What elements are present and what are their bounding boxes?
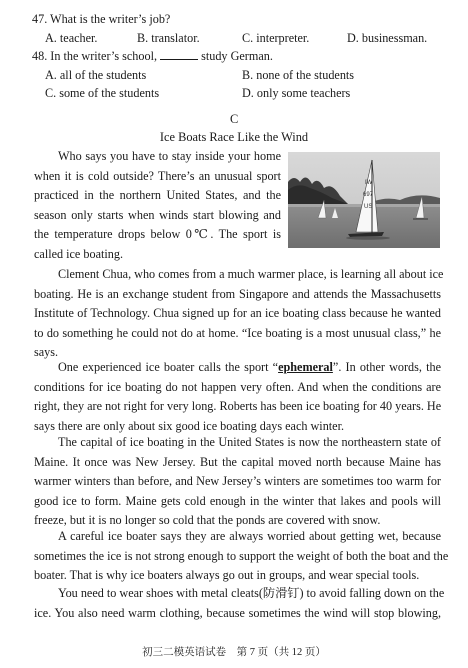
q47-option-c: C. interpreter.	[242, 31, 310, 45]
p2-line: to do something he could not do at home. “Ice boating is a most unusual class,” he	[34, 325, 441, 340]
p6-line: ice. You also need warm clothing, because sometimes the wind will stop blowing,	[34, 605, 441, 620]
paragraph-6	[34, 584, 445, 623]
p5-line: sometimes the ice is not strong enough to support the weight of both the boat and the	[34, 548, 449, 563]
p2-line: Clement Chua, who comes from a much warmer place, is learning all about ice	[58, 267, 444, 281]
section-label: C	[230, 112, 239, 126]
page-footer: 初三二模英语试卷 第 7 页（共 12 页）	[142, 647, 326, 658]
p4-line: Maine. It once was New Jersey. But the capital moved north because Maine has	[34, 454, 441, 469]
p2-line: says.	[34, 345, 59, 360]
p4-line: warmer winters than before, and New Jersey’s winters are sometimes too warm for	[34, 474, 441, 489]
p1-line: the temperature drops below 0℃. The sport is	[34, 227, 281, 242]
p2-line: boating. He is an exchange student from Singapore and attends the Massachusetts	[34, 286, 441, 301]
p3-text: One experienced ice boater calls the sport “	[58, 360, 279, 374]
p4-line: freeze, but it is no longer so cold that the ponds are covered with snow.	[34, 513, 381, 528]
p1-line: called ice boating.	[34, 246, 123, 261]
paragraph-5	[34, 527, 449, 586]
p3-first-line	[34, 358, 441, 378]
q48-option-b: B. none of the students	[242, 68, 355, 82]
q47-option-b: B. translator.	[137, 31, 200, 45]
p4-line: The capital of ice boating in the United States is now the northeastern state of	[58, 435, 441, 449]
sail-number: 697	[363, 192, 374, 198]
p2-line: Institute of Technology. Chua signed up for an ice boating class because he wanted	[34, 306, 441, 321]
q48-stem-before: 48. In the writer’s school,	[32, 49, 158, 63]
paragraph-4	[34, 433, 441, 531]
question-48-stem	[32, 49, 273, 64]
p5-line: A careful ice boater says they are always worried about getting wet, because	[58, 529, 441, 543]
paragraph-2	[34, 265, 444, 363]
q47-option-d: D. businessman.	[347, 31, 428, 45]
question-47-stem: 47. What is the writer’s job?	[32, 12, 171, 26]
paragraph-1	[34, 147, 281, 265]
paragraph-3	[34, 358, 441, 436]
p6-line: You need to wear shoes with metal cleats(防滑钉) to avoid falling down on the	[58, 586, 445, 600]
ice-boat-photo	[288, 152, 440, 248]
keyword-ephemeral: ephemeral	[278, 360, 333, 374]
p1-line: Who says you have to stay inside your home	[58, 149, 281, 163]
p4-line: good ice to form. Maine gets cold enough in the winter that lakes and pools will	[34, 493, 441, 508]
p5-line: boater. That is why ice boaters always go out in groups, and wear special tools.	[34, 568, 420, 583]
sail-number: IW	[365, 180, 373, 186]
p1-line: practiced in the northern United States, and the	[34, 188, 281, 203]
p3-line: right, they are not right for very long. Roberts has been ice boating for 40 years. He	[34, 399, 442, 414]
ice-boat-illustration	[288, 152, 440, 248]
p3-line: says there are only about six good ice boating days each winter.	[34, 418, 345, 433]
q47-option-a: A. teacher.	[45, 31, 98, 45]
passage-title: Ice Boats Race Like the Wind	[159, 130, 309, 144]
q48-option-c: C. some of the students	[45, 86, 160, 100]
answer-blank	[160, 49, 198, 60]
sail-number: US	[364, 204, 373, 210]
p3-line: conditions for ice boating do not happen very often. And when the conditions are	[34, 379, 441, 394]
p1-line: when it is cold outside? There’s an unusual sport	[34, 168, 281, 183]
q48-option-a: A. all of the students	[45, 68, 147, 82]
p3-text: ”. In other words, the	[332, 360, 441, 374]
q48-option-d: D. only some teachers	[242, 86, 351, 100]
p1-line: season only starts when winds start blowing and	[34, 207, 281, 222]
q48-stem-after: study German.	[201, 49, 273, 63]
